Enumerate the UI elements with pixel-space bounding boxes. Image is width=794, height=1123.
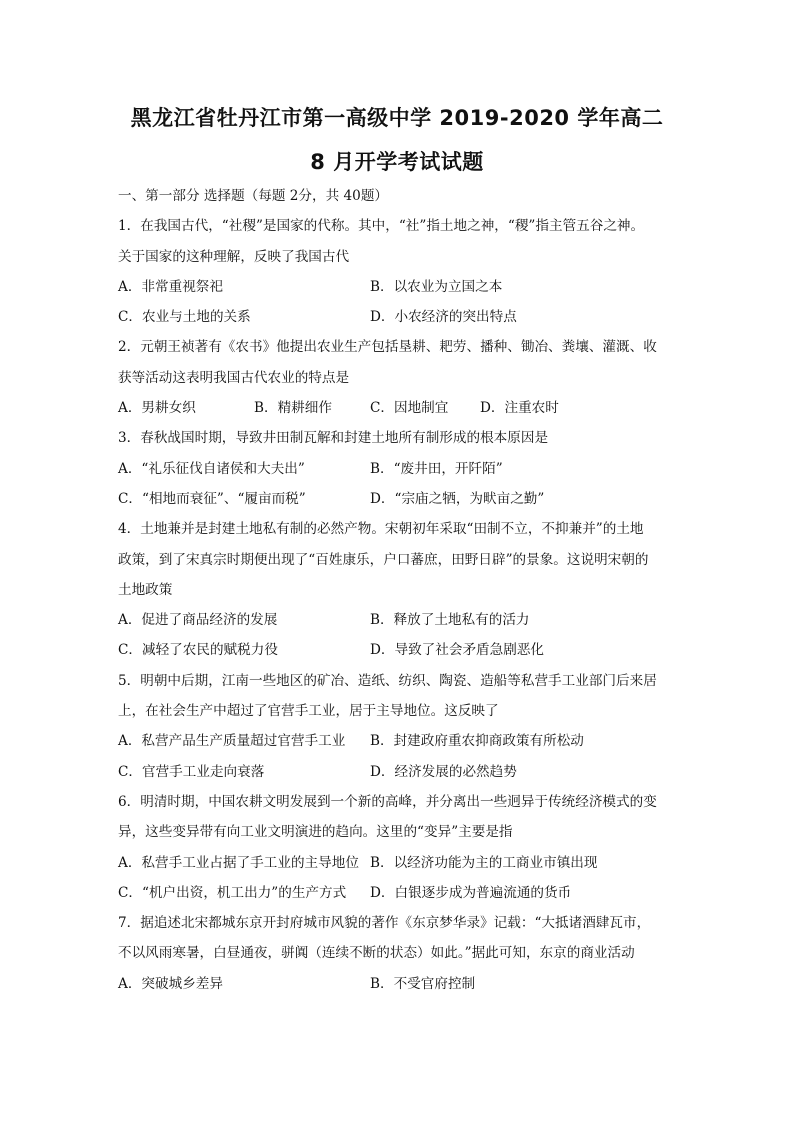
- section-heading: 一、第一部分 选择题（每题 2分，共 40题）: [118, 188, 389, 204]
- question-6-stem: 异，这些变异带有向工业文明演进的趋向。这里的“变异”主要是指: [118, 824, 513, 841]
- question-1-options-row: [118, 272, 678, 302]
- question-4-options-row: [118, 605, 678, 635]
- question-3-option-c: C．“相地而衰征”、“履亩而税”: [118, 490, 306, 507]
- question-3-option-a: A．“礼乐征伐自诸侯和大夫出”: [118, 460, 305, 477]
- question-6-options-row: [118, 848, 678, 878]
- question-5-option-c: C．官营手工业走向衰落: [118, 763, 265, 780]
- question-7-option-a: A．突破城乡差异: [118, 975, 223, 992]
- question-5-option-b: B．封建政府重农抑商政策有所松动: [370, 733, 584, 750]
- question-4-stem: 土地政策: [118, 581, 173, 598]
- question-5-stem: 上，在社会生产中超过了官营手工业，居于主导地位。这反映了: [118, 703, 499, 720]
- question-2-option-a: A．男耕女织: [118, 400, 196, 417]
- document-title-line2: 8 月开学考试试题: [310, 150, 484, 174]
- question-7-stem: 7．据追述北宋都城东京开封府城市风貌的著作《东京梦华录》记载：“大抵诸酒肆瓦市，: [118, 915, 651, 932]
- question-1-option-a: A．非常重视祭祀: [118, 278, 223, 295]
- question-5-option-d: D．经济发展的必然趋势: [370, 763, 517, 780]
- question-1-options-row: [118, 302, 678, 332]
- question-7-option-b: B．不受官府控制: [370, 975, 476, 992]
- question-2-stem: 获等活动这表明我国古代农业的特点是: [118, 369, 350, 386]
- question-4-option-d: D．导致了社会矛盾急剧恶化: [370, 642, 545, 659]
- question-3-option-d: D．“宗庙之牺，为畎亩之勤”: [370, 490, 545, 507]
- question-4-options-row: [118, 635, 678, 665]
- question-5-stem: 5．明朝中后期，江南一些地区的矿冶、造纸、纺织、陶瓷、造船等私营手工业部门后来居: [118, 672, 657, 689]
- question-2-option-c: C．因地制宜: [370, 400, 449, 417]
- question-5-options-row: [118, 726, 678, 756]
- question-2-option-d: D．注重农时: [480, 400, 559, 417]
- question-6-option-a: A．私营手工业占据了手工业的主导地位: [118, 854, 359, 871]
- question-2-option-b: B．精耕细作: [254, 400, 332, 417]
- question-5-options-row: [118, 757, 678, 787]
- question-1-stem: 关于国家的这种理解，反映了我国古代: [118, 248, 350, 265]
- question-3-option-b: B．“废井田，开阡陌”: [370, 460, 503, 477]
- question-4-option-c: C．减轻了农民的赋税力役: [118, 642, 278, 659]
- question-3-stem: 3．春秋战国时期，导致井田制瓦解和封建土地所有制形成的根本原因是: [118, 430, 549, 447]
- question-3-options-row: [118, 454, 678, 484]
- question-5-option-a: A．私营产品生产质量超过官营手工业: [118, 733, 346, 750]
- question-2-options-row: [118, 393, 678, 423]
- question-1-stem: 1．在我国古代，“社稷”是国家的代称。其中，“社”指土地之神，“稷”指主管五谷之神。: [118, 218, 645, 235]
- question-6-option-d: D．白银逐步成为普遍流通的货币: [370, 884, 572, 901]
- question-1-option-d: D．小农经济的突出特点: [370, 309, 517, 326]
- question-4-option-b: B．释放了土地私有的活力: [370, 612, 530, 629]
- question-4-option-a: A．促进了商品经济的发展: [118, 612, 278, 629]
- question-7-stem: 不以风雨寒暑，白昼通夜，骈阗（连续不断的状态）如此。”据此可知，东京的商业活动: [118, 945, 635, 962]
- question-7-options-row: [118, 969, 678, 999]
- question-1-option-b: B．以农业为立国之本: [370, 278, 503, 295]
- question-4-stem: 4．土地兼并是封建土地私有制的必然产物。宋朝初年采取“田制不立，不抑兼并”的土地: [118, 521, 644, 538]
- question-3-options-row: [118, 484, 678, 514]
- question-6-stem: 6．明清时期，中国农耕文明发展到一个新的高峰，并分离出一些迥异于传统经济模式的变: [118, 793, 657, 810]
- question-6-option-b: B．以经济功能为主的工商业市镇出现: [370, 854, 598, 871]
- document-title-line1: 黑龙江省牡丹江市第一高级中学 2019-2020 学年高二: [130, 106, 664, 130]
- question-1-option-c: C．农业与土地的关系: [118, 309, 251, 326]
- document-body: [118, 181, 678, 999]
- question-2-stem: 2．元朝王祯著有《农书》他提出农业生产包括垦耕、耙劳、播种、锄冶、粪壤、灌溉、收: [118, 339, 657, 356]
- question-6-option-c: C．“机户出资，机工出力”的生产方式: [118, 884, 347, 901]
- question-4-stem: 政策，到了宋真宗时期便出现了“百姓康乐，户口蕃庶，田野日辟”的景象。这说明宋朝的: [118, 551, 649, 568]
- question-6-options-row: [118, 878, 678, 908]
